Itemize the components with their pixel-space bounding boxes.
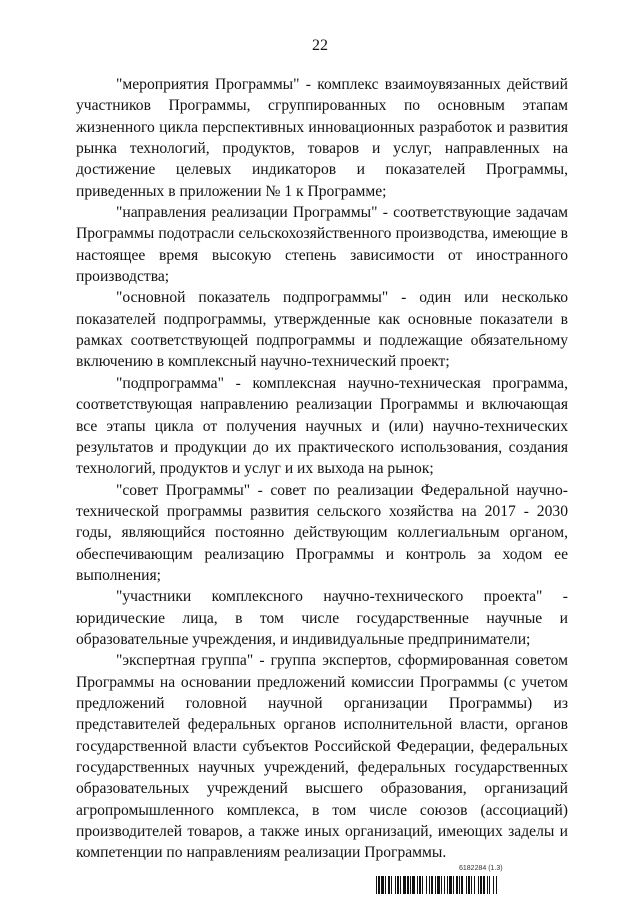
definition-main-subprogram-indicator: "основной показатель подпрограммы" - один или несколько показателей подпрограммы, утвержденные как основные показатели в рамках соответствующей подпрограммы и подлежащие обязательному включению в комплексный научно-технический проект;: [76, 289, 568, 371]
definition-program-directions: "направления реализации Программы" - соответствующие задачам Программы подотрасли сельскохозяйственного производства, имеющие в настоящее время высокую степень зависимости от иностранного производства;: [76, 204, 568, 286]
definition-expert-group: "экспертная группа" - группа экспертов, сформированная советом Программы на основании предложений комиссии Программы (с учетом предложений головной научной организации Программы) из представителей федеральных органов исполнительной власти, органов государственной власти субъектов Российской Федерации, федеральных государственных научных учреждений, федеральных государственных образовательных учреждений высшего образования, организаций агропромышленного комплекса, в том числе союзов (ассоциаций) производителей товаров, а также иных организаций, имеющих заделы и компетенции по направлениям реализации Программы.: [76, 652, 568, 862]
definition-program-activities: "мероприятия Программы" - комплекс взаимоувязанных действий участников Программы, сгруппированных по основным этапам жизненного цикла перспективных инновационных разработок и развития рынка технологий, продуктов, товаров и услуг, направленных на достижение целевых индикаторов и показателей Программы, приведенных в приложении № 1 к Программе;: [76, 76, 568, 200]
barcode-graphic: [376, 876, 568, 894]
page-number: 22: [312, 37, 328, 54]
document-code: 6182284 (1.3): [459, 865, 503, 872]
definition-project-participants: "участники комплексного научно-технического проекта" - юридические лица, в том числе государственные научные и образовательные учреждения, и индивидуальные предприниматели;: [76, 588, 568, 648]
definition-subprogram: "подпрограмма" - комплексная научно-техническая программа, соответствующая направлению реализации Программы и включающая все этапы цикла от получения научных и (или) научно-технических результатов и продукции до их практического использования, создания технологий, продуктов и услуг и их выхода на рынок;: [76, 374, 568, 478]
document-body: [76, 74, 568, 864]
definition-program-council: "совет Программы" - совет по реализации Федеральной научно-технической программы развития сельского хозяйства на 2017 - 2030 годы, являющийся постоянно действующим коллегиальным органом, обеспечивающим реализацию Программы и контроль за ходом ее выполнения;: [76, 481, 568, 584]
